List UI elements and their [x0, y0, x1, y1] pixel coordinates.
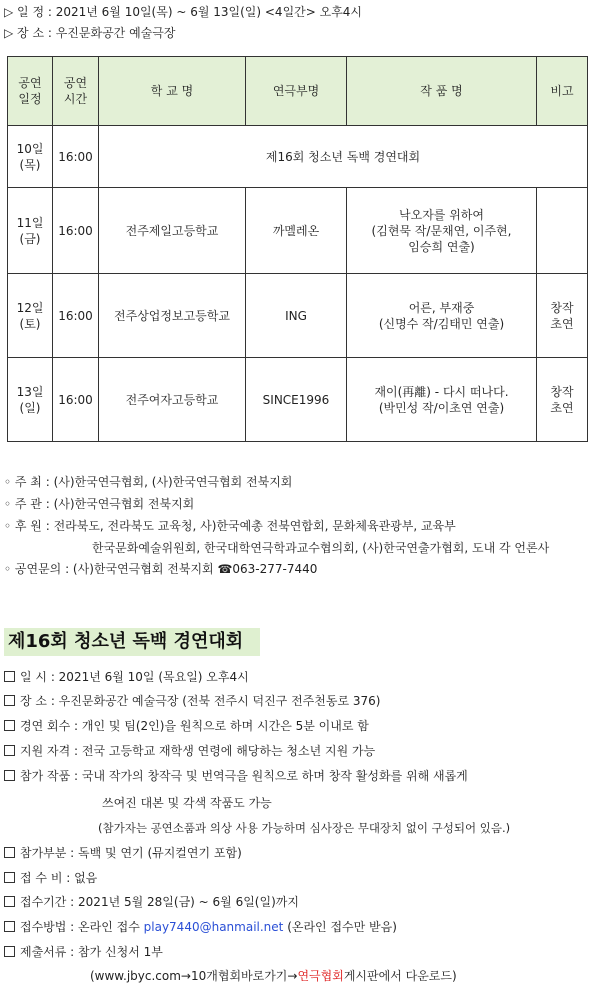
- cell-date: 12일 (토): [8, 274, 53, 358]
- contest-category: 참가부분 : 독백 및 연기 (뮤지컬연기 포함): [4, 845, 242, 861]
- contest-fee: 접 수 비 : 없음: [4, 870, 97, 886]
- cell-work: 어른, 부재중 (신명수 작/김태민 연출): [347, 274, 537, 358]
- checkbox-icon: [4, 872, 15, 883]
- table-row: [8, 126, 588, 188]
- cell-date: 13일 (일): [8, 358, 53, 442]
- cell-school: 전주여자고등학교: [99, 358, 246, 442]
- checkbox-icon: [4, 921, 15, 932]
- schedule-date-line: ▷ 일 정 : 2021년 6월 10일(목) ~ 6월 13일(일) <4일간> 오후4시: [4, 5, 363, 19]
- header-work: 작 품 명: [347, 57, 537, 126]
- checkbox-icon: [4, 745, 15, 756]
- cell-note: [537, 188, 588, 274]
- cell-time: 16:00: [53, 274, 99, 358]
- performance-schedule-table: [7, 56, 588, 442]
- cell-club: 까멜레온: [246, 188, 347, 274]
- org-sponsor: ◦ 후 원 : 전라북도, 전라북도 교육청, 사)한국예총 전북연합회, 문화체육관광부, 교육부: [4, 519, 456, 533]
- org-host: ◦ 주 최 : (사)한국연극협회, (사)한국연극협회 전북지회: [4, 475, 293, 489]
- email-link[interactable]: play7440@hanmail.net: [143, 920, 284, 934]
- cell-note: 창작 초연: [537, 358, 588, 442]
- cell-work: 재이(再離) - 다시 떠나다. (박민성 작/이초연 연출): [347, 358, 537, 442]
- checkbox-icon: [4, 671, 15, 682]
- contest-works: 참가 작품 : 국내 작가의 창작극 및 번역극을 원칙으로 하며 창작 활성화를 위해 새롭게: [4, 768, 468, 784]
- contest-documents: 제출서류 : 참가 신청서 1부: [4, 944, 163, 960]
- header-time: 공연 시간: [53, 57, 99, 126]
- table-row: [8, 358, 588, 442]
- header-note: 비고: [537, 57, 588, 126]
- org-sponsor-cont: 한국문화예술위원회, 한국대학연극학과교수협의회, (사)한국연출가협회, 도내 각 언론사: [92, 541, 550, 555]
- contest-place: 장 소 : 우진문화공간 예술극장 (전북 전주시 덕진구 전주천동로 376): [4, 693, 380, 709]
- checkbox-icon: [4, 770, 15, 781]
- cell-note: 창작 초연: [537, 274, 588, 358]
- contest-download: (www.jbyc.com→10개협회바로가기→연극협회게시판에서 다운로드): [90, 969, 457, 983]
- contest-title: 제16회 청소년 독백 경연대회: [8, 631, 244, 652]
- contest-eligibility: 지원 자격 : 전국 고등학교 재학생 연령에 해당하는 청소년 지원 가능: [4, 743, 375, 759]
- cell-time: 16:00: [53, 188, 99, 274]
- cell-merged-event: 제16회 청소년 독백 경연대회: [99, 126, 588, 188]
- header-school: 학 교 명: [99, 57, 246, 126]
- header-club: 연극부명: [246, 57, 347, 126]
- table-row: [8, 274, 588, 358]
- contest-rounds: 경연 회수 : 개인 및 팀(2인)을 원칙으로 하며 시간은 5분 이내로 함: [4, 718, 369, 734]
- header-date: 공연 일정: [8, 57, 53, 126]
- cell-work: 낙오자를 위하여 (김현묵 작/문채연, 이주현, 임승희 연출): [347, 188, 537, 274]
- table-header-row: [8, 57, 588, 126]
- theater-association-link[interactable]: 연극협회: [297, 969, 344, 983]
- contest-works-note: (참가자는 공연소품과 의상 사용 가능하며 심사장은 무대장치 없이 구성되어 있음.): [98, 821, 511, 835]
- contest-method: 접수방법 : 온라인 접수 play7440@hanmail.net (온라인 접수만 받음): [4, 919, 397, 935]
- checkbox-icon: [4, 946, 15, 957]
- cell-date: 11일 (금): [8, 188, 53, 274]
- checkbox-icon: [4, 847, 15, 858]
- org-organizer: ◦ 주 관 : (사)한국연극협회 전북지회: [4, 497, 195, 511]
- contest-date: 일 시 : 2021년 6월 10일 (목요일) 오후4시: [4, 669, 249, 685]
- schedule-place-line: ▷ 장 소 : 우진문화공간 예술극장: [4, 26, 176, 40]
- checkbox-icon: [4, 695, 15, 706]
- cell-school: 전주제일고등학교: [99, 188, 246, 274]
- table-row: [8, 188, 588, 274]
- contest-period: 접수기간 : 2021년 5월 28일(금) ~ 6월 6일(일)까지: [4, 894, 299, 910]
- cell-school: 전주상업정보고등학교: [99, 274, 246, 358]
- contest-works-cont: 쓰여진 대본 및 각색 작품도 가능: [102, 796, 272, 810]
- cell-time: 16:00: [53, 126, 99, 188]
- cell-club: ING: [246, 274, 347, 358]
- org-inquiry: ◦ 공연문의 : (사)한국연극협회 전북지회 ☎063-277-7440: [4, 562, 318, 576]
- checkbox-icon: [4, 720, 15, 731]
- cell-date: 10일 (목): [8, 126, 53, 188]
- cell-time: 16:00: [53, 358, 99, 442]
- cell-club: SINCE1996: [246, 358, 347, 442]
- checkbox-icon: [4, 896, 15, 907]
